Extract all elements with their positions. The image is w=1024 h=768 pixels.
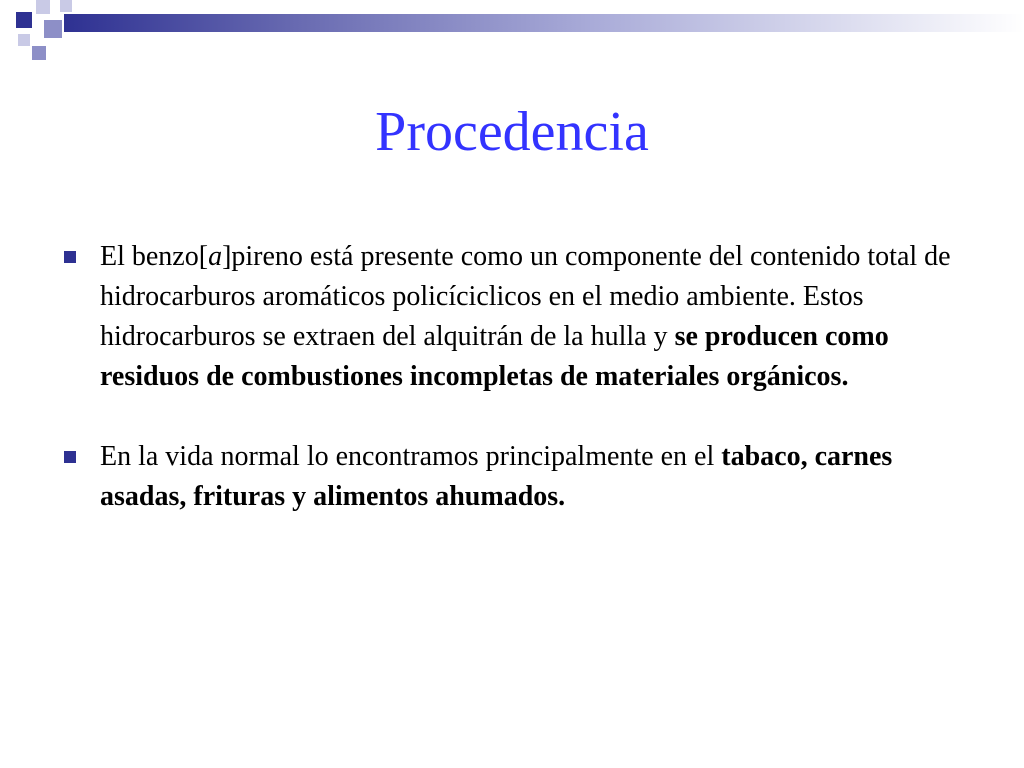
slide-title: Procedencia — [375, 101, 649, 163]
square-bullet-icon — [64, 251, 76, 263]
bullet-text: En la vida normal lo encontramos principalmente en el tabaco, carnes asadas, frituras y alimentos ahumados. — [100, 441, 893, 512]
bullet-list — [58, 237, 978, 517]
decor-square — [44, 20, 62, 38]
bullet-text: El benzo[a]pireno está presente como un componente del contenido total de hidrocarburos aromáticos policíciclicos en el medio ambiente. Estos hidrocarburos se extraen del alquitrán de la hulla y se producen como residuos de combustiones incompletas de materiales orgánicos. — [100, 241, 951, 392]
header-bar — [64, 14, 1024, 32]
decor-square — [32, 46, 46, 60]
bullet-item — [58, 437, 978, 517]
bullet-item — [58, 237, 978, 397]
decor-square — [16, 12, 32, 28]
decor-square — [60, 0, 72, 12]
square-bullet-icon — [64, 451, 76, 463]
decor-square — [18, 34, 30, 46]
decor-square — [36, 0, 50, 14]
